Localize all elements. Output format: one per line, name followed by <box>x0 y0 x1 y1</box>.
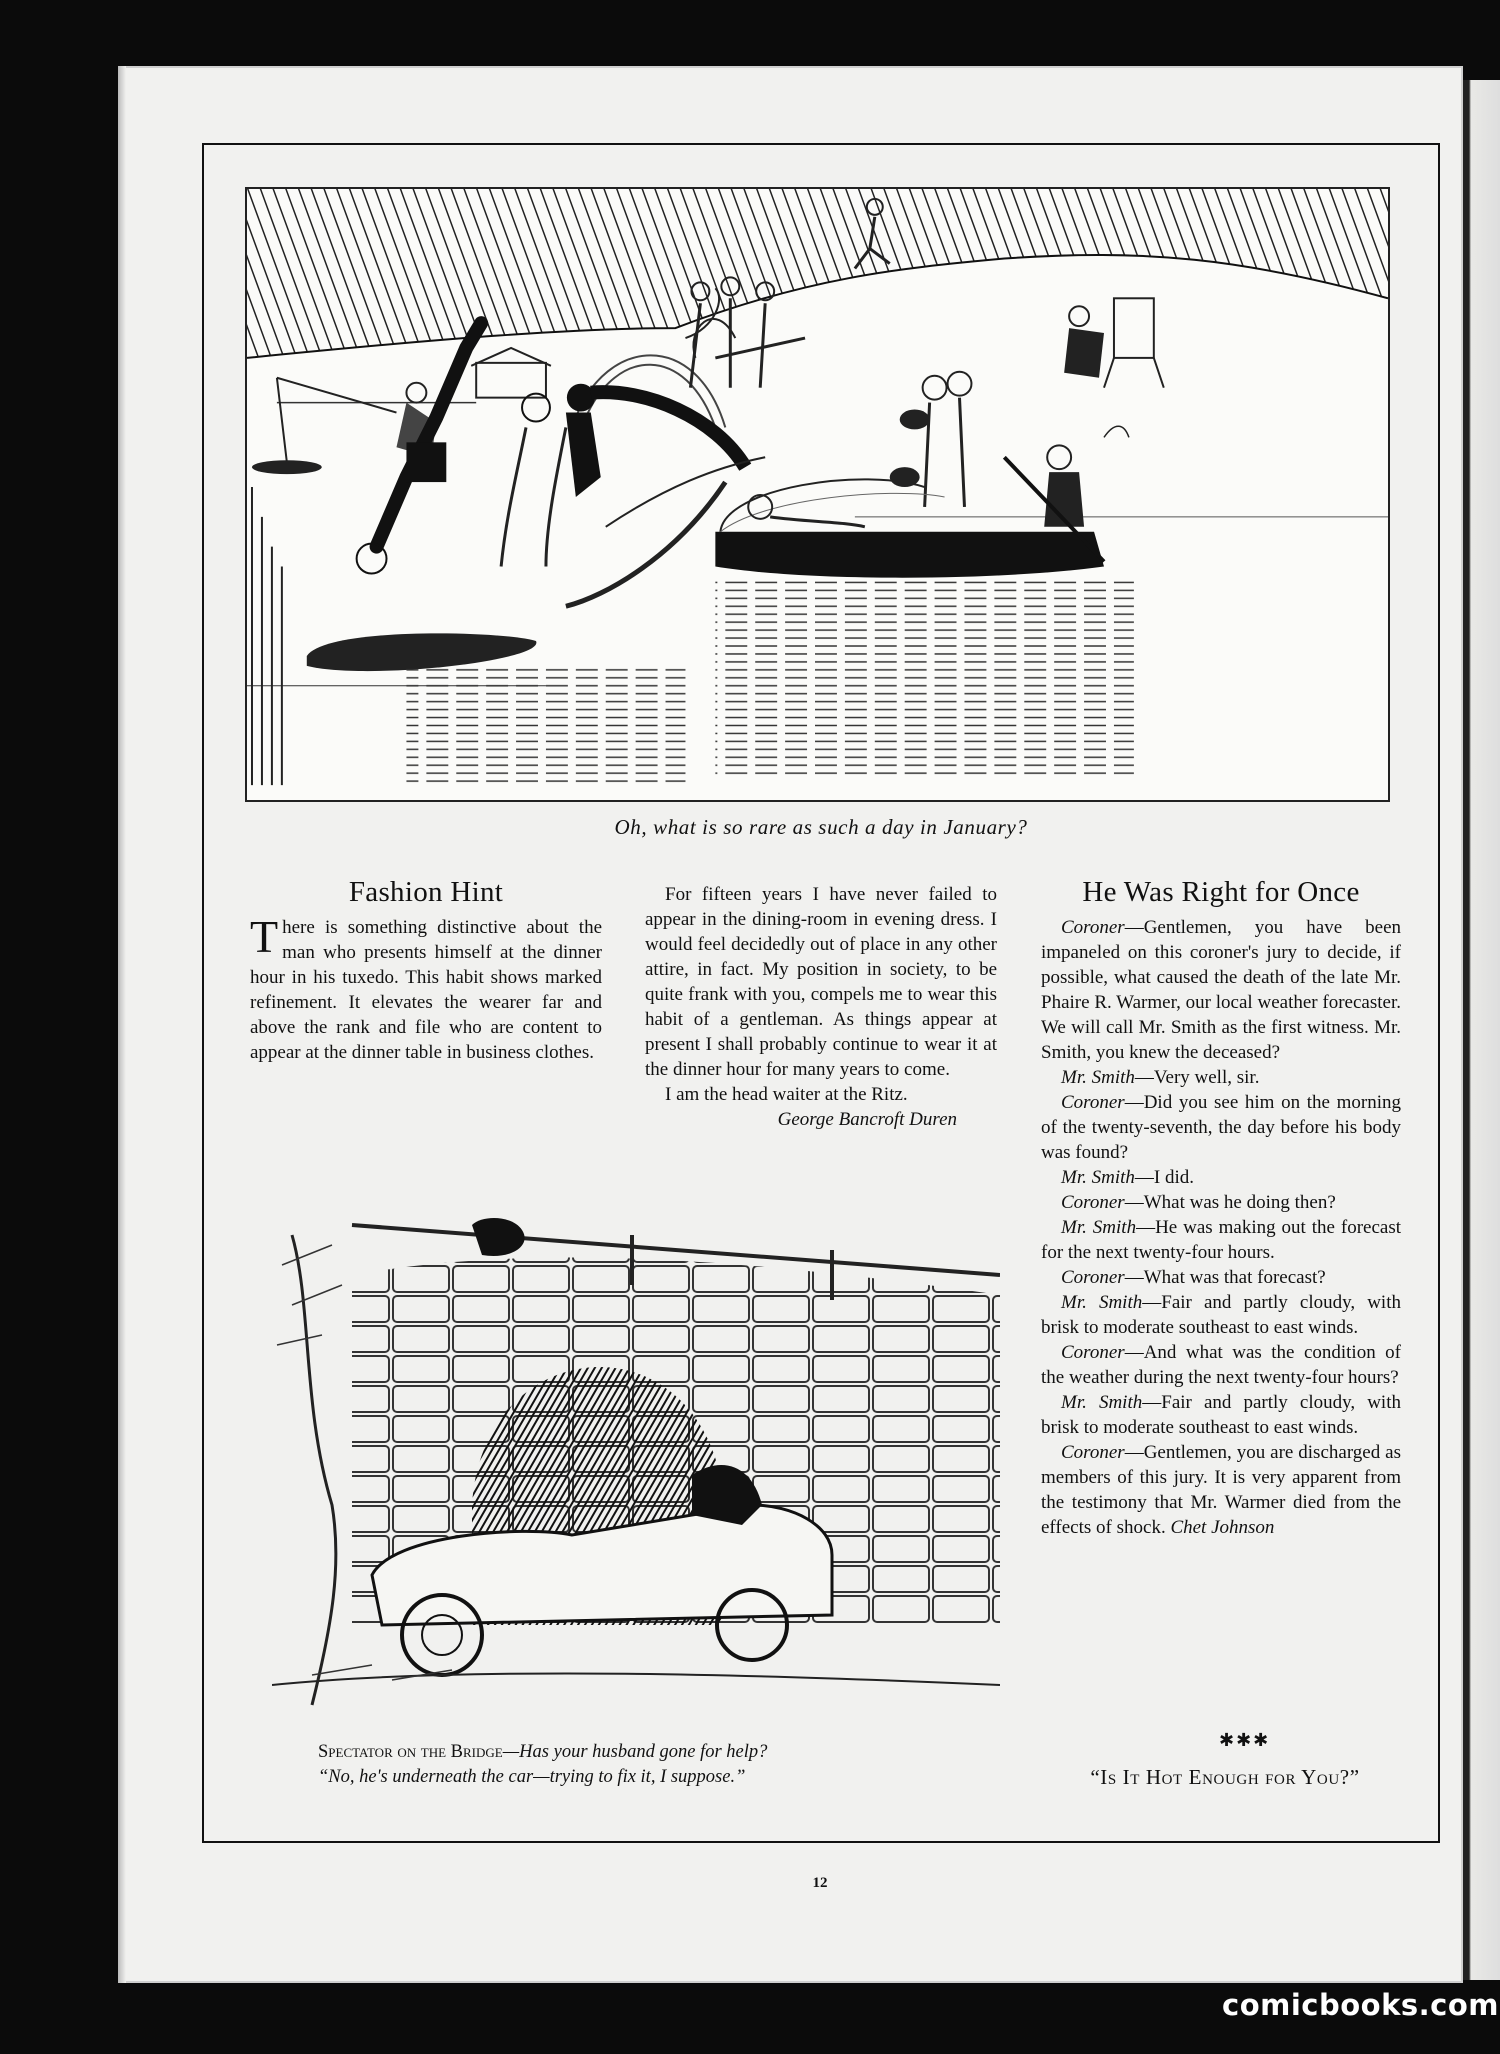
section-separator: ✱✱✱ <box>1219 1730 1271 1750</box>
fashion-hint-author: George Bancroft Duren <box>777 1109 957 1130</box>
page-gutter-shadow <box>118 66 126 1983</box>
bottom-caption-question-line: Spectator on the Bridge—Has your husband gone for help? <box>318 1742 768 1762</box>
dialogue-line: Coroner—Gentlemen, you have been impaneled on this coroner's jury to decide, if possible, what caused the death of the late Mr. Phaire R. Warmer, our local weather forecaster. We will call Mr. Smith as the first witness. Mr. Smith, you knew the deceased? <box>1041 917 1401 1063</box>
dialogue-line: Mr. Smith—Very well, sir. <box>1061 1067 1260 1088</box>
winter-scene-drawing <box>247 189 1388 800</box>
bridge-car-drawing <box>272 1205 1000 1723</box>
top-cartoon-caption: Oh, what is so rare as such a day in January? <box>614 815 1028 839</box>
right-once-author: Chet Johnson <box>1170 1517 1275 1538</box>
right-once-title: He Was Right for Once <box>1082 876 1360 908</box>
bottom-cartoon-caption <box>318 1740 1018 1790</box>
winter-scene-illustration <box>245 187 1390 802</box>
fashion-hint-column-1 <box>250 876 602 1065</box>
fashion-hint-paragraph-3: I am the head waiter at the Ritz. <box>665 1084 908 1105</box>
next-page-edge <box>1463 80 1500 1980</box>
dialogue-line: Mr. Smith—I did. <box>1061 1167 1195 1188</box>
dialogue-line: Coroner—What was he doing then? <box>1061 1192 1336 1213</box>
fashion-hint-paragraph-1: There is something distinctive about the man who presents himself at the dinner hour in his tuxedo. This habit shows marked refinement. It elevates the wearer far and above the rank and file who are content to appear at the dinner table in business clothes. <box>250 911 602 1063</box>
dialogue-line: Coroner—Did you see him on the morning of the twenty-seventh, the day before his body was found? <box>1041 1092 1401 1163</box>
dialogue-line: Coroner—Gentlemen, you are discharged as members of this jury. It is very apparent from the testimony that Mr. Warmer died from the effects of shock. Chet Johnson <box>1041 1442 1401 1538</box>
site-watermark: comicbooks.com <box>1222 1988 1499 2022</box>
page-number: 12 <box>812 1875 828 1891</box>
dialogue-line: Mr. Smith—He was making out the forecast for the next twenty-four hours. <box>1041 1217 1401 1263</box>
dialogue-line: Coroner—What was that forecast? <box>1061 1267 1326 1288</box>
bottom-caption-answer-line: “No, he's underneath the car—trying to fix it, I suppose.” <box>318 1767 746 1787</box>
bridge-car-illustration <box>272 1205 1000 1723</box>
right-once-column <box>1041 876 1401 1540</box>
dialogue-line: Coroner—And what was the condition of the weather during the next twenty-four hours? <box>1041 1342 1401 1388</box>
dialogue-line: Mr. Smith—Fair and partly cloudy, with brisk to moderate southeast to east winds. <box>1041 1292 1401 1338</box>
fashion-hint-column-2 <box>645 882 997 1132</box>
drop-cap: T <box>250 911 279 962</box>
next-article-title: “Is It Hot Enough for You?” <box>1090 1765 1360 1789</box>
fashion-hint-paragraph-2: For fifteen years I have never failed to appear in the dining-room in evening dress. I would feel decidedly out of place in any other attire, in fact. My position in society, to be quite frank with you, compels me to wear this habit of a gentleman. As things appear at present I shall probably continue to wear it at the dinner hour for many years to come. <box>645 884 997 1080</box>
dialogue-line: Mr. Smith—Fair and partly cloudy, with brisk to moderate southeast to east winds. <box>1041 1392 1401 1438</box>
fashion-hint-title: Fashion Hint <box>348 876 504 908</box>
